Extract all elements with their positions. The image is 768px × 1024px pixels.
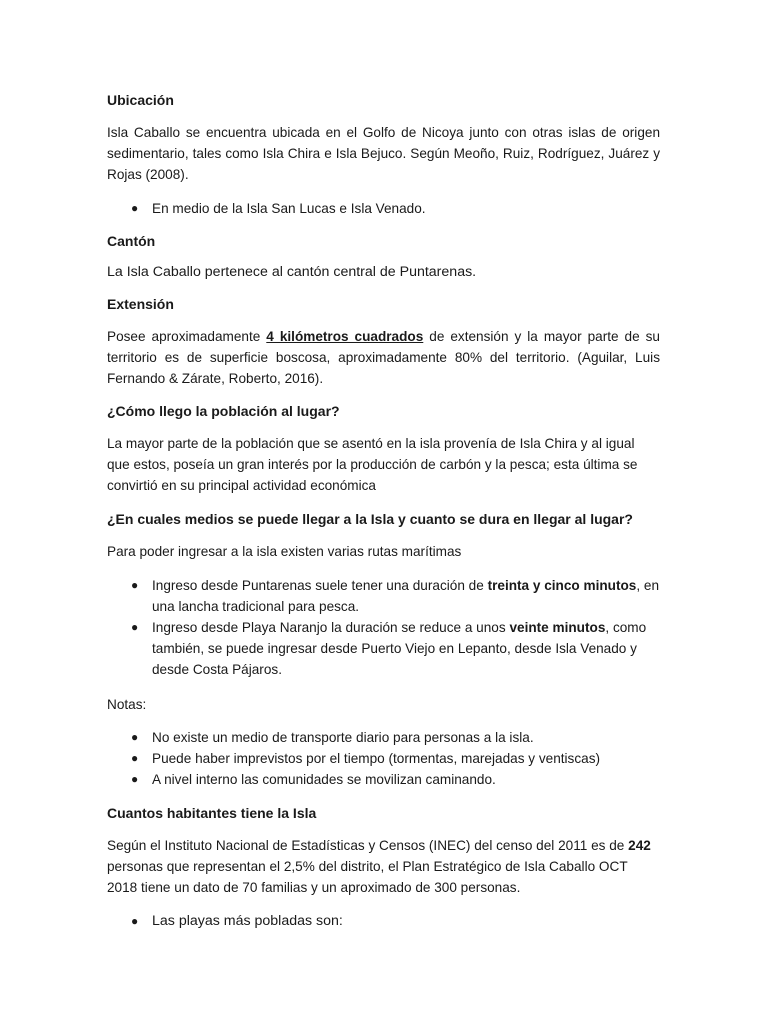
bullet-icon: ● xyxy=(131,730,139,744)
heading-habitantes: Cuantos habitantes tiene la Isla xyxy=(107,805,317,821)
heading-extension: Extensión xyxy=(107,296,174,312)
list-habitantes xyxy=(107,911,660,932)
list-item: ● Puede haber imprevistos por el tiempo (tormentas, marejadas y ventiscas) xyxy=(107,748,660,769)
paragraph-ubicacion: Isla Caballo se encuentra ubicada en el Golfo de Nicoya junto con otras islas de origen sedimentario, tales como Isla Chira e Isla Bejuco. Según Meoño, Ruiz, Rodríguez, Juárez y Rojas (2008). xyxy=(107,125,660,182)
paragraph-canton: La Isla Caballo pertenece al cantón central de Puntarenas. xyxy=(107,264,477,280)
paragraph-medios-intro: Para poder ingresar a la isla existen varias rutas marítimas xyxy=(107,544,462,559)
list-item: ● En medio de la Isla San Lucas e Isla Venado. xyxy=(107,198,660,219)
notas-label: Notas: xyxy=(107,697,147,712)
heading-medios: ¿En cuales medios se puede llegar a la Isla y cuanto se dura en llegar al lugar? xyxy=(107,511,633,527)
bullet-icon: ● xyxy=(131,201,139,215)
paragraph-extension: Posee aproximadamente 4 kilómetros cuadrados de extensión y la mayor parte de su territorio es de superficie boscosa, aproximadamente 80% del territorio. (Aguilar, Luis Fernando & Zárate, Roberto, 2016). xyxy=(107,329,660,386)
list-item: ● A nivel interno las comunidades se movilizan caminando. xyxy=(107,769,660,790)
bullet-icon: ● xyxy=(131,772,139,786)
bullet-icon: ● xyxy=(131,620,139,634)
list-item: ● Las playas más pobladas son: xyxy=(107,911,660,932)
list-notas xyxy=(107,727,660,790)
list-item: ● Ingreso desde Puntarenas suele tener una duración de treinta y cinco minutos, en una lancha tradicional para pesca. xyxy=(107,575,660,617)
bullet-icon: ● xyxy=(131,578,139,592)
heading-canton: Cantón xyxy=(107,233,156,249)
heading-poblacion: ¿Cómo llego la población al lugar? xyxy=(107,403,340,419)
extension-highlight: 4 kilómetros cuadrados xyxy=(266,329,424,344)
list-item: ● Ingreso desde Playa Naranjo la duración se reduce a unos veinte minutos, como también, se puede ingresar desde Puerto Viejo en Lepanto, desde Isla Venado y desde Costa Pájaros. xyxy=(107,617,660,680)
bullet-icon: ● xyxy=(131,751,139,765)
paragraph-poblacion: La mayor parte de la población que se asentó en la isla provenía de Isla Chira y al igual que estos, poseía un gran interés por la producción de carbón y la pesca; esta última se convirtió en su principal actividad económica xyxy=(107,436,638,493)
list-ubicacion xyxy=(107,198,660,219)
bullet-icon: ● xyxy=(131,914,139,928)
heading-ubicacion: Ubicación xyxy=(107,92,174,108)
paragraph-habitantes: Según el Instituto Nacional de Estadísticas y Censos (INEC) del censo del 2011 es de 242 personas que representan el 2,5% del distrito, el Plan Estratégico de Isla Caballo OCT 2018 tiene un dato de 70 familias y un aproximado de 300 personas. xyxy=(107,838,651,895)
list-item: ● No existe un medio de transporte diario para personas a la isla. xyxy=(107,727,660,748)
list-medios xyxy=(107,575,660,680)
